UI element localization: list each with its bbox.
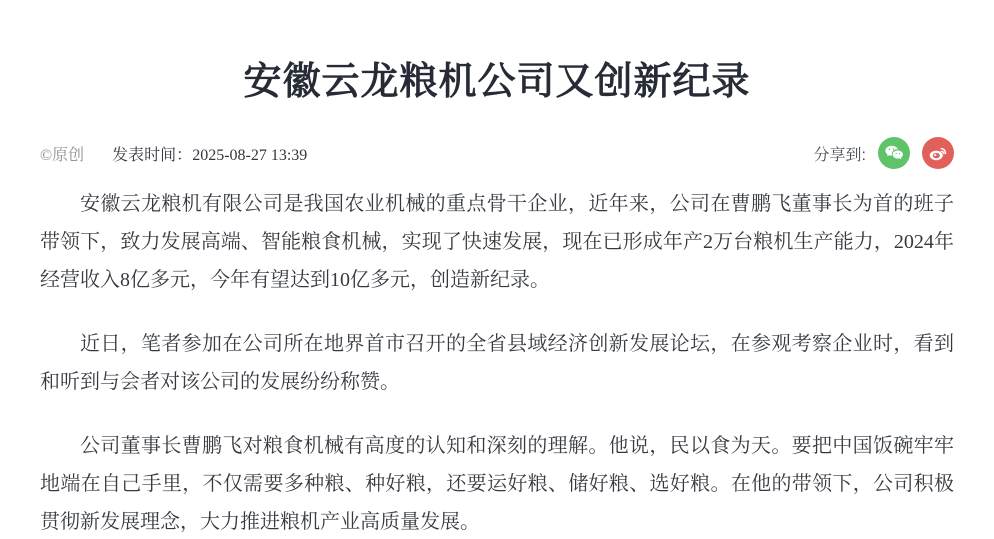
publish-time-label: 发表时间： — [112, 146, 193, 164]
article-meta-left — [40, 142, 307, 165]
share-weibo-button[interactable] — [922, 137, 954, 169]
share-label: 分享到: — [813, 146, 866, 164]
publish-time-value: 2025-08-27 13:39 — [192, 146, 308, 164]
article-body — [40, 185, 954, 539]
weibo-icon — [927, 142, 949, 164]
share-wechat-button[interactable] — [878, 137, 910, 169]
publish-time — [112, 142, 307, 165]
article-meta-row — [40, 137, 954, 169]
share-bar — [814, 137, 954, 169]
article-paragraph: 公司董事长曹鹏飞对粮食机械有高度的认知和深刻的理解。他说，民以食为天。要把中国饭碗牢牢地端在自己手里，不仅需要多种粮、种好粮，还要运好粮、储好粮、选好粮。在他的带领下，公司积极贯彻新发展理念，大力推进粮机产业高质量发展。 — [40, 435, 954, 533]
page-title: 安徽云龙粮机公司又创新纪录 — [243, 61, 751, 103]
article-paragraph: 安徽云龙粮机有限公司是我国农业机械的重点骨干企业，近年来，公司在曹鹏飞董事长为首的班子带领下，致力发展高端、智能粮食机械，实现了快速发展，现在已形成年产2万台粮机生产能力，2024年经营收入8亿多元，今年有望达到10亿多元，创造新纪录。 — [40, 193, 954, 291]
wechat-icon — [883, 142, 905, 164]
copyright-badge: ©原创 — [40, 146, 85, 164]
article-paragraph: 近日，笔者参加在公司所在地界首市召开的全省县域经济创新发展论坛，在参观考察企业时，看到和听到与会者对该公司的发展纷纷称赞。 — [40, 333, 954, 393]
